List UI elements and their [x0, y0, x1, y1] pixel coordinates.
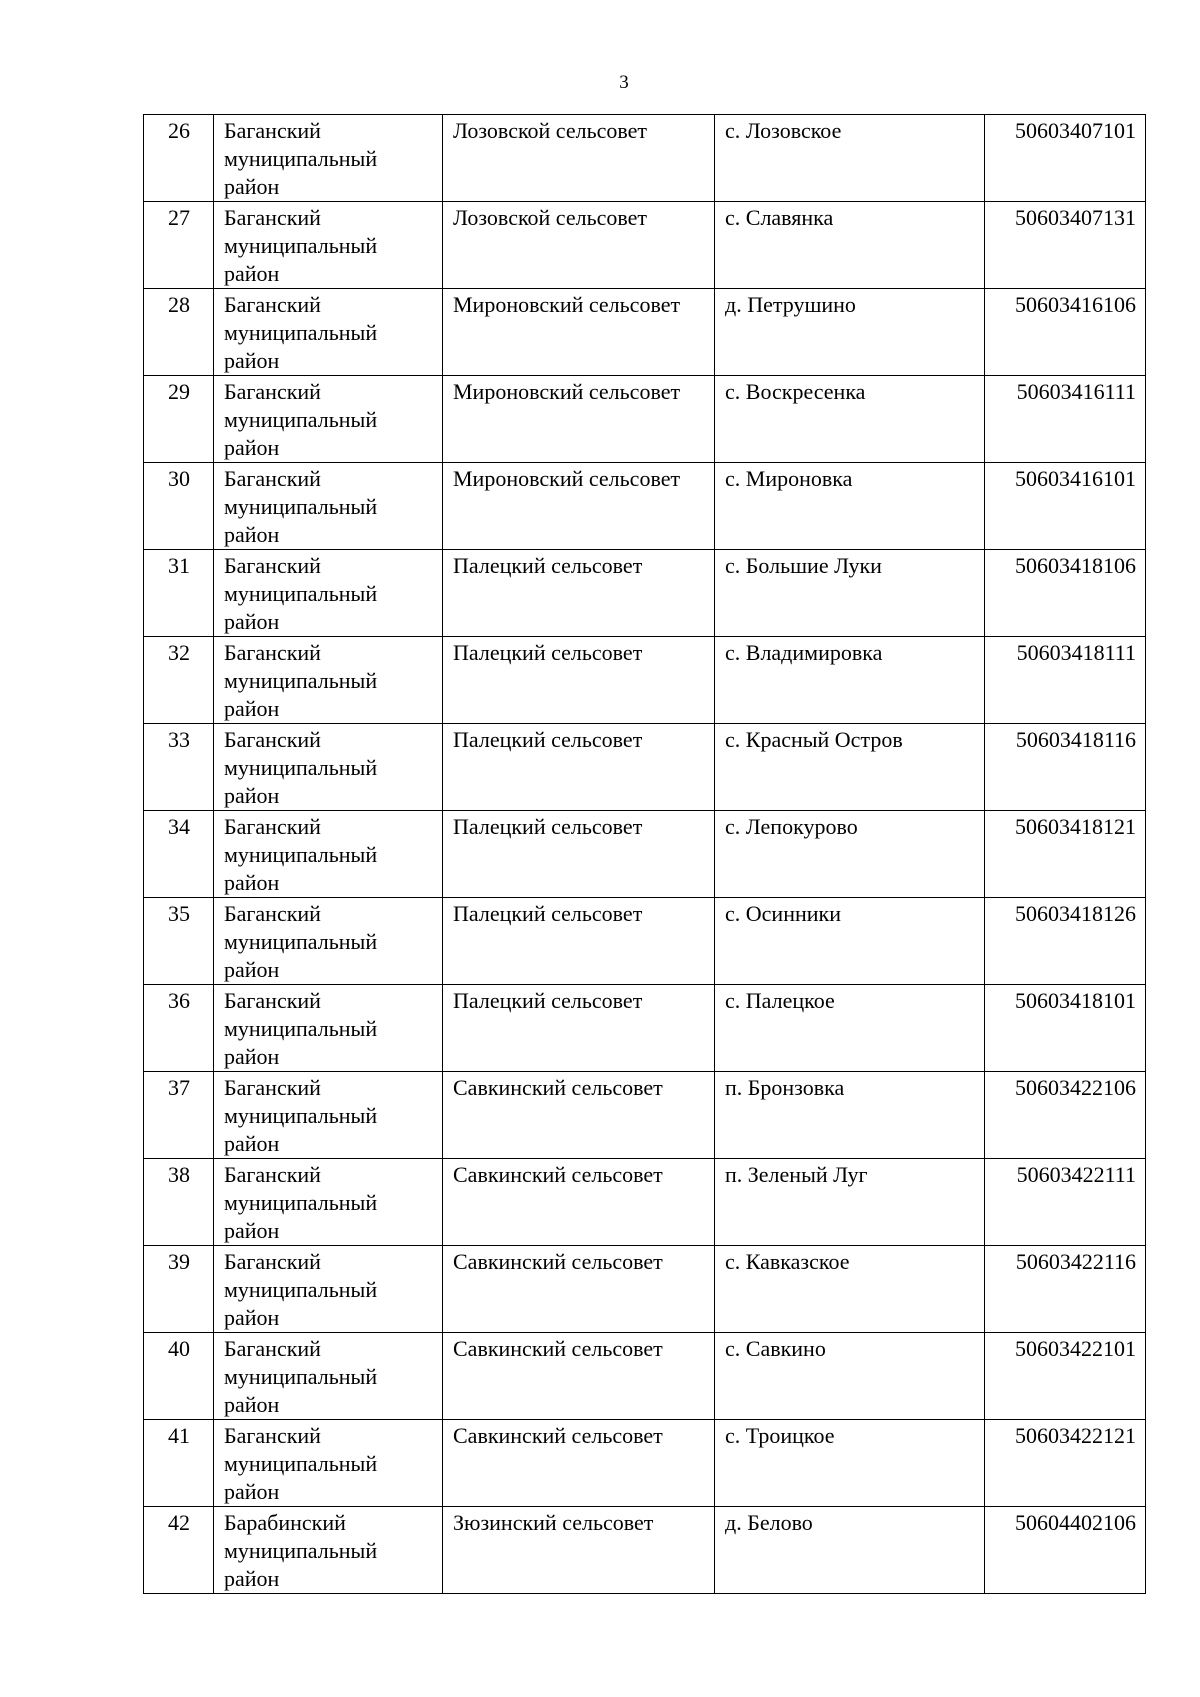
cell-row-number: 26 [144, 115, 214, 202]
cell-settlement: с. Лозовское [715, 115, 985, 202]
cell-oktmo-code: 50603416101 [985, 463, 1146, 550]
cell-oktmo-code: 50603418121 [985, 811, 1146, 898]
table-row [144, 376, 1146, 463]
cell-settlement: с. Осинники [715, 898, 985, 985]
cell-district [214, 289, 443, 376]
cell-oktmo-code: 50603418106 [985, 550, 1146, 637]
district-line: муниципальный [224, 755, 378, 780]
cell-row-number: 28 [144, 289, 214, 376]
cell-oktmo-code: 50603422111 [985, 1159, 1146, 1246]
district-line: район [224, 435, 280, 460]
cell-settlement: с. Лепокурово [715, 811, 985, 898]
district-line: Баганский [224, 640, 321, 665]
district-line: Баганский [224, 1336, 321, 1361]
cell-settlement: д. Петрушино [715, 289, 985, 376]
cell-oktmo-code: 50603407131 [985, 202, 1146, 289]
district-line: Баганский [224, 466, 321, 491]
table-body [144, 115, 1146, 1594]
district-line: муниципальный [224, 668, 378, 693]
cell-settlement: с. Славянка [715, 202, 985, 289]
cell-oktmo-code: 50603418101 [985, 985, 1146, 1072]
cell-district [214, 463, 443, 550]
cell-council: Савкинский сельсовет [443, 1159, 715, 1246]
cell-council: Мироновский сельсовет [443, 376, 715, 463]
district-line: муниципальный [224, 1190, 378, 1215]
table-row [144, 1246, 1146, 1333]
cell-oktmo-code: 50603416111 [985, 376, 1146, 463]
district-line: район [224, 1305, 280, 1330]
district-line: район [224, 348, 280, 373]
cell-row-number: 31 [144, 550, 214, 637]
cell-row-number: 27 [144, 202, 214, 289]
cell-council: Савкинский сельсовет [443, 1420, 715, 1507]
cell-council: Лозовской сельсовет [443, 115, 715, 202]
district-line: район [224, 609, 280, 634]
cell-oktmo-code: 50603422116 [985, 1246, 1146, 1333]
district-line: Баганский [224, 1249, 321, 1274]
district-line: район [224, 174, 280, 199]
table-row [144, 115, 1146, 202]
cell-oktmo-code: 50603418116 [985, 724, 1146, 811]
cell-settlement: с. Владимировка [715, 637, 985, 724]
table-row [144, 1159, 1146, 1246]
district-line: район [224, 261, 280, 286]
table-row [144, 1072, 1146, 1159]
cell-district [214, 202, 443, 289]
cell-council: Палецкий сельсовет [443, 550, 715, 637]
district-line: Баганский [224, 727, 321, 752]
cell-settlement: п. Бронзовка [715, 1072, 985, 1159]
cell-district [214, 115, 443, 202]
cell-oktmo-code: 50603418111 [985, 637, 1146, 724]
cell-district [214, 985, 443, 1072]
cell-settlement: с. Савкино [715, 1333, 985, 1420]
cell-row-number: 39 [144, 1246, 214, 1333]
district-line: Баганский [224, 814, 321, 839]
district-line: муниципальный [224, 581, 378, 606]
cell-row-number: 33 [144, 724, 214, 811]
district-line: Баганский [224, 379, 321, 404]
table-row [144, 985, 1146, 1072]
district-line: Баганский [224, 988, 321, 1013]
cell-district [214, 376, 443, 463]
table-row [144, 898, 1146, 985]
district-line: Баганский [224, 292, 321, 317]
table-row [144, 1507, 1146, 1594]
district-line: муниципальный [224, 1538, 378, 1563]
cell-district [214, 1420, 443, 1507]
cell-oktmo-code: 50603407101 [985, 115, 1146, 202]
cell-council: Палецкий сельсовет [443, 811, 715, 898]
district-line: Баганский [224, 901, 321, 926]
cell-district [214, 1159, 443, 1246]
cell-settlement: с. Красный Остров [715, 724, 985, 811]
cell-row-number: 40 [144, 1333, 214, 1420]
district-line: муниципальный [224, 320, 378, 345]
district-line: район [224, 783, 280, 808]
district-line: муниципальный [224, 1103, 378, 1128]
district-line: Баганский [224, 1162, 321, 1187]
cell-oktmo-code: 50603418126 [985, 898, 1146, 985]
cell-oktmo-code: 50603422121 [985, 1420, 1146, 1507]
district-line: Баганский [224, 553, 321, 578]
district-line: Баганский [224, 118, 321, 143]
cell-council: Палецкий сельсовет [443, 985, 715, 1072]
cell-district [214, 811, 443, 898]
cell-row-number: 38 [144, 1159, 214, 1246]
cell-settlement: с. Палецкое [715, 985, 985, 1072]
table-row [144, 724, 1146, 811]
cell-council: Савкинский сельсовет [443, 1246, 715, 1333]
district-line: Барабинский [224, 1510, 346, 1535]
cell-settlement: с. Большие Луки [715, 550, 985, 637]
cell-row-number: 32 [144, 637, 214, 724]
cell-oktmo-code: 50603422106 [985, 1072, 1146, 1159]
cell-row-number: 34 [144, 811, 214, 898]
table-row [144, 202, 1146, 289]
district-line: Баганский [224, 1075, 321, 1100]
table-row [144, 637, 1146, 724]
table-row [144, 811, 1146, 898]
district-line: муниципальный [224, 929, 378, 954]
table-row [144, 1333, 1146, 1420]
cell-row-number: 42 [144, 1507, 214, 1594]
district-line: муниципальный [224, 233, 378, 258]
cell-settlement: с. Кавказское [715, 1246, 985, 1333]
cell-district [214, 898, 443, 985]
table-row [144, 463, 1146, 550]
district-line: район [224, 957, 280, 982]
cell-council: Мироновский сельсовет [443, 463, 715, 550]
district-line: район [224, 1044, 280, 1069]
cell-council: Лозовской сельсовет [443, 202, 715, 289]
district-line: район [224, 1479, 280, 1504]
district-line: муниципальный [224, 842, 378, 867]
cell-oktmo-code: 50603416106 [985, 289, 1146, 376]
page-number: 3 [619, 72, 629, 93]
district-line: район [224, 522, 280, 547]
cell-row-number: 36 [144, 985, 214, 1072]
cell-council: Савкинский сельсовет [443, 1333, 715, 1420]
district-line: муниципальный [224, 146, 378, 171]
cell-district [214, 1333, 443, 1420]
cell-district [214, 550, 443, 637]
district-line: муниципальный [224, 1451, 378, 1476]
cell-row-number: 29 [144, 376, 214, 463]
cell-district [214, 1507, 443, 1594]
district-line: Баганский [224, 205, 321, 230]
cell-council: Палецкий сельсовет [443, 898, 715, 985]
cell-row-number: 37 [144, 1072, 214, 1159]
district-line: район [224, 870, 280, 895]
cell-row-number: 35 [144, 898, 214, 985]
district-line: муниципальный [224, 1364, 378, 1389]
cell-oktmo-code: 50603422101 [985, 1333, 1146, 1420]
cell-district [214, 1246, 443, 1333]
table-row [144, 289, 1146, 376]
district-line: муниципальный [224, 494, 378, 519]
district-line: муниципальный [224, 407, 378, 432]
settlements-table [143, 114, 1146, 1594]
cell-council: Савкинский сельсовет [443, 1072, 715, 1159]
cell-settlement: п. Зеленый Луг [715, 1159, 985, 1246]
cell-settlement: д. Белово [715, 1507, 985, 1594]
district-line: район [224, 1131, 280, 1156]
table-row [144, 1420, 1146, 1507]
district-line: район [224, 1566, 280, 1591]
cell-council: Палецкий сельсовет [443, 724, 715, 811]
cell-council: Мироновский сельсовет [443, 289, 715, 376]
district-line: район [224, 1218, 280, 1243]
cell-district [214, 637, 443, 724]
cell-row-number: 41 [144, 1420, 214, 1507]
cell-oktmo-code: 50604402106 [985, 1507, 1146, 1594]
cell-settlement: с. Воскресенка [715, 376, 985, 463]
cell-council: Палецкий сельсовет [443, 637, 715, 724]
district-line: муниципальный [224, 1016, 378, 1041]
cell-council: Зюзинский сельсовет [443, 1507, 715, 1594]
cell-row-number: 30 [144, 463, 214, 550]
district-line: район [224, 696, 280, 721]
district-line: муниципальный [224, 1277, 378, 1302]
cell-district [214, 1072, 443, 1159]
district-line: район [224, 1392, 280, 1417]
cell-settlement: с. Троицкое [715, 1420, 985, 1507]
cell-settlement: с. Мироновка [715, 463, 985, 550]
table-row [144, 550, 1146, 637]
cell-district [214, 724, 443, 811]
district-line: Баганский [224, 1423, 321, 1448]
